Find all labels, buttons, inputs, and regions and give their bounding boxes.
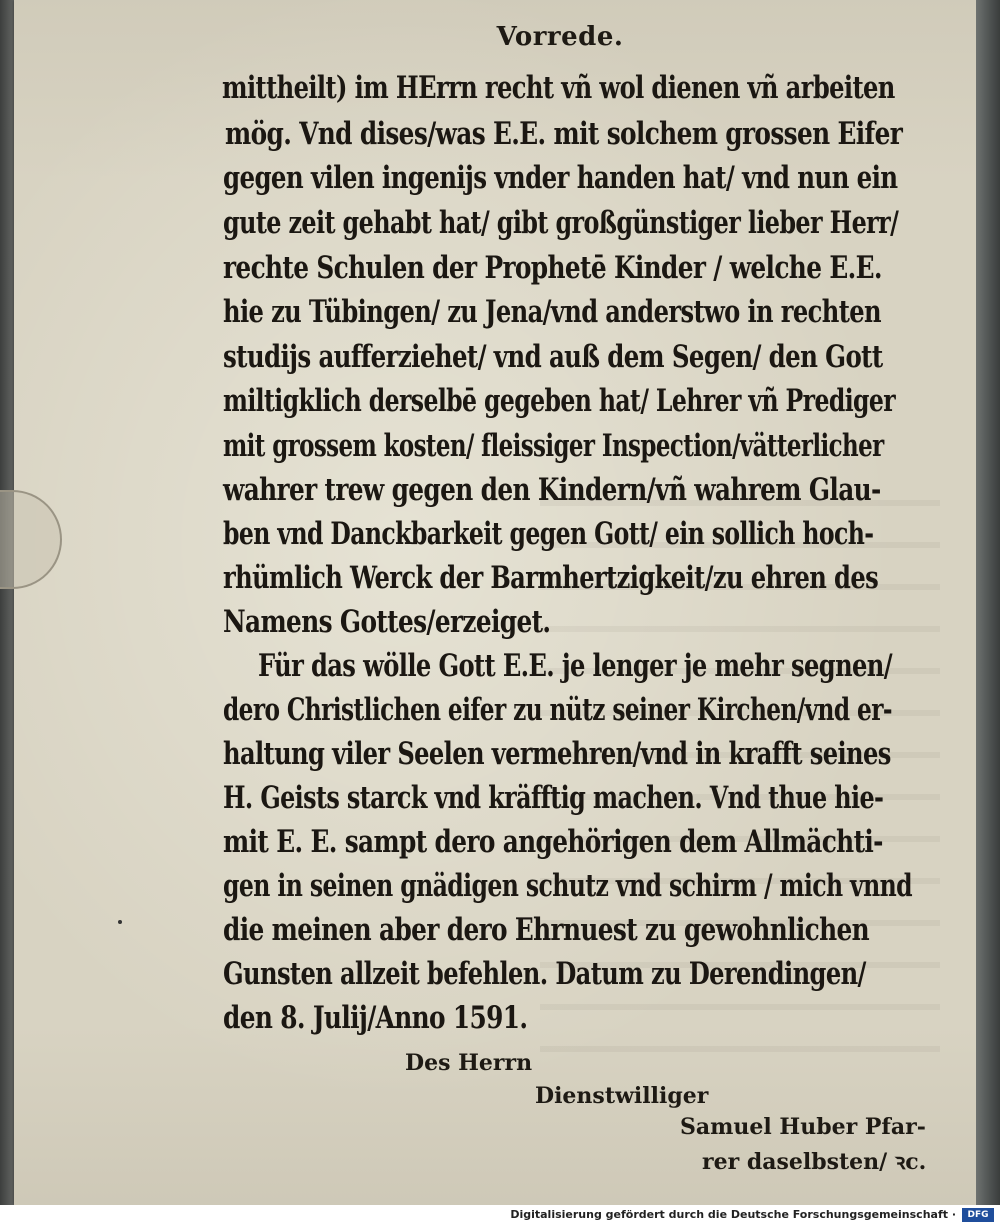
- closing-signature-name: Samuel Huber Pfar-: [680, 1114, 926, 1140]
- text-line: Für das wölle Gott E.E. je lenger je mehr segnen/: [258, 648, 892, 684]
- text-line: Namens Gottes/erzeiget.: [223, 604, 551, 640]
- text-line: ben vnd Danckbarkeit gegen Gott/ ein sollich hoch-: [223, 516, 874, 552]
- text-line: gen in seinen gnädigen schutz vnd schirm / mich vnnd: [223, 868, 913, 904]
- footer-credit: Digitalisierung gefördert durch die Deutsche Forschungsgemeinschaft ·: [510, 1208, 956, 1221]
- text-line: miltigklich derselbē gegeben hat/ Lehrer vñ Prediger: [223, 383, 896, 419]
- running-head: Vorrede.: [496, 22, 624, 52]
- text-line: H. Geists starck vnd kräfftig machen. Vnd thue hie-: [223, 780, 884, 816]
- text-line: wahrer trew gegen den Kindern/vñ wahrem Glau-: [223, 472, 881, 508]
- text-line: gegen vilen ingenijs vnder handen hat/ vnd nun ein: [223, 160, 898, 196]
- text-line: studijs aufferziehet/ vnd auß dem Segen/ den Gott: [223, 339, 883, 375]
- text-line: rechte Schulen der Prophetē Kinder / welche E.E.: [223, 250, 882, 286]
- text-line: mit E. E. sampt dero angehörigen dem Allmächti-: [223, 824, 883, 860]
- closing-signature-title: rer daselbsten/ ꝛc.: [702, 1149, 927, 1175]
- text-line: mit grossem kosten/ fleissiger Inspection/vätterlicher: [223, 428, 884, 464]
- text-line: mög. Vnd dises/was E.E. mit solchem grossen Eifer: [225, 116, 903, 152]
- text-line: die meinen aber dero Ehrnuest zu gewohnlichen: [223, 912, 870, 948]
- text-line: Gunsten allzeit befehlen. Datum zu Derendingen/: [223, 956, 866, 992]
- closing-salutation: Des Herrn: [405, 1050, 533, 1076]
- dfg-logo: DFG: [962, 1208, 994, 1222]
- text-line: gute zeit gehabt hat/ gibt großgünstiger lieber Herr/: [223, 205, 899, 241]
- text-line: haltung viler Seelen vermehren/vnd in krafft seines: [223, 736, 891, 772]
- text-line: rhümlich Werck der Barmhertzigkeit/zu ehren des: [223, 560, 879, 596]
- closing-dienstwilliger: Dienstwilliger: [535, 1083, 709, 1109]
- ink-speck: [118, 920, 122, 924]
- text-line: mittheilt) im HErrn recht vñ wol dienen vñ arbeiten: [222, 70, 895, 106]
- text-line: hie zu Tübingen/ zu Jena/vnd anderstwo in rechten: [223, 294, 881, 330]
- text-line: dero Christlichen eifer zu nütz seiner Kirchen/vnd er-: [223, 692, 892, 728]
- text-line: den 8. Julij/Anno 1591.: [223, 1000, 528, 1036]
